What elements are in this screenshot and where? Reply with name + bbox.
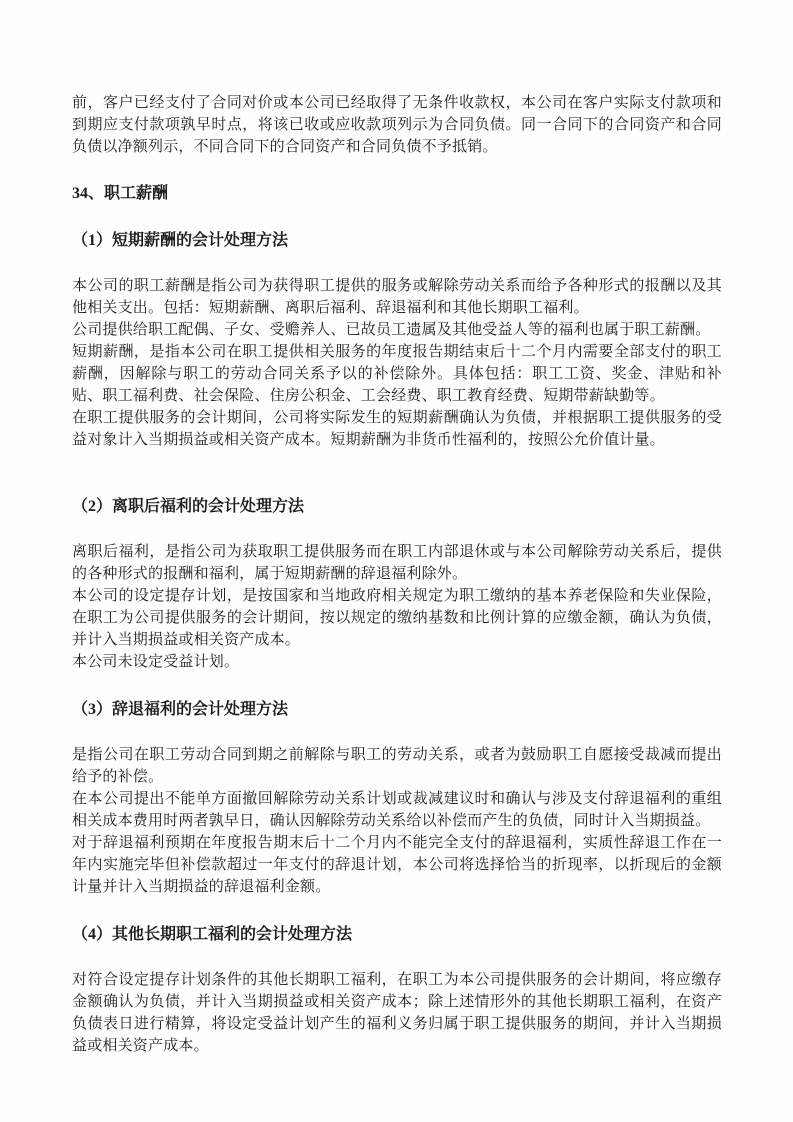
subsections-container	[72, 231, 722, 1057]
subsection-paragraphs	[72, 275, 722, 451]
subsection-paragraphs	[72, 744, 722, 898]
paragraph: 本公司的职工薪酬是指公司为获得职工提供的服务或解除劳动关系而给予各种形式的报酬以及其他相关支出。包括：短期薪酬、离职后福利、辞退福利和其他长期职工福利。	[72, 278, 722, 316]
paragraph: 对于辞退福利预期在年度报告期末后十二个月内不能完全支付的辞退福利，实质性辞退工作在一年内实施完毕但补偿款超过一年支付的辞退计划，本公司将选择恰当的折现率，以折现后的金额计量并计入当期损益的辞退福利金额。	[72, 835, 722, 895]
subsection	[72, 497, 722, 673]
subsection	[72, 700, 722, 898]
paragraph: 离职后福利，是指公司为获取职工提供服务而在职工内部退休或与本公司解除劳动关系后，提供的各种形式的报酬和福利，属于短期薪酬的辞退福利除外。	[72, 544, 722, 582]
paragraph: 对符合设定提存计划条件的其他长期职工福利，在职工为本公司提供服务的会计期间，将应缴存金额确认为负债，并计入当期损益或相关资产成本；除上述情形外的其他长期职工福利，在资产负债表日进行精算，将设定受益计划产生的福利义务归属于职工提供服务的期间，并计入当期损益或相关资产成本。	[72, 972, 722, 1054]
section-title: 34、职工薪酬	[72, 185, 169, 202]
paragraph: 公司提供给职工配偶、子女、受赡养人、已故员工遗属及其他受益人等的福利也属于职工薪酬。	[72, 322, 711, 338]
subsection-paragraphs	[72, 969, 722, 1057]
subsection	[72, 925, 722, 1057]
paragraph: 本公司的设定提存计划，是按国家和当地政府相关规定为职工缴纳的基本养老保险和失业保险，在职工为公司提供服务的会计期间，按以规定的缴纳基数和比例计算的应缴金额，确认为负债，并计入当期损益或相关资产成本。	[72, 588, 722, 648]
paragraph: 在职工提供服务的会计期间，公司将实际发生的短期薪酬确认为负债，并根据职工提供服务的受益对象计入当期损益或相关资产成本。短期薪酬为非货币性福利的，按照公允价值计量。	[72, 410, 722, 448]
subsection	[72, 231, 722, 451]
subsection-paragraphs	[72, 541, 722, 673]
subsection-heading: （4）其他长期职工福利的会计处理方法	[72, 926, 353, 943]
paragraph: 本公司未设定受益计划。	[72, 654, 240, 670]
intro-paragraph: 前，客户已经支付了合同对价或本公司已经取得了无条件收款权，本公司在客户实际支付款项和到期应支付款项孰早时点，将该已收或应收款项列示为合同负债。同一合同下的合同资产和合同负债以净额列示，不同合同下的合同资产和合同负债不予抵销。	[72, 95, 722, 155]
paragraph: 是指公司在职工劳动合同到期之前解除与职工的劳动关系，或者为鼓励职工自愿接受裁减而提出给予的补偿。	[72, 747, 722, 785]
subsection-heading: （1）短期薪酬的会计处理方法	[72, 232, 289, 249]
paragraph: 短期薪酬，是指本公司在职工提供相关服务的年度报告期结束后十二个月内需要全部支付的职工薪酬，因解除与职工的劳动合同关系予以的补偿除外。具体包括：职工工资、奖金、津贴和补贴、职工福利费、社会保险、住房公积金、工会经费、职工教育经费、短期带薪缺勤等。	[72, 344, 722, 404]
subsection-heading: （2）离职后福利的会计处理方法	[72, 498, 305, 515]
subsection-heading: （3）辞退福利的会计处理方法	[72, 701, 289, 718]
paragraph: 在本公司提出不能单方面撤回解除劳动关系计划或裁减建议时和确认与涉及支付辞退福利的重组相关成本费用时两者孰早日，确认因解除劳动关系给以补偿而产生的负债，同时计入当期损益。	[72, 791, 722, 829]
